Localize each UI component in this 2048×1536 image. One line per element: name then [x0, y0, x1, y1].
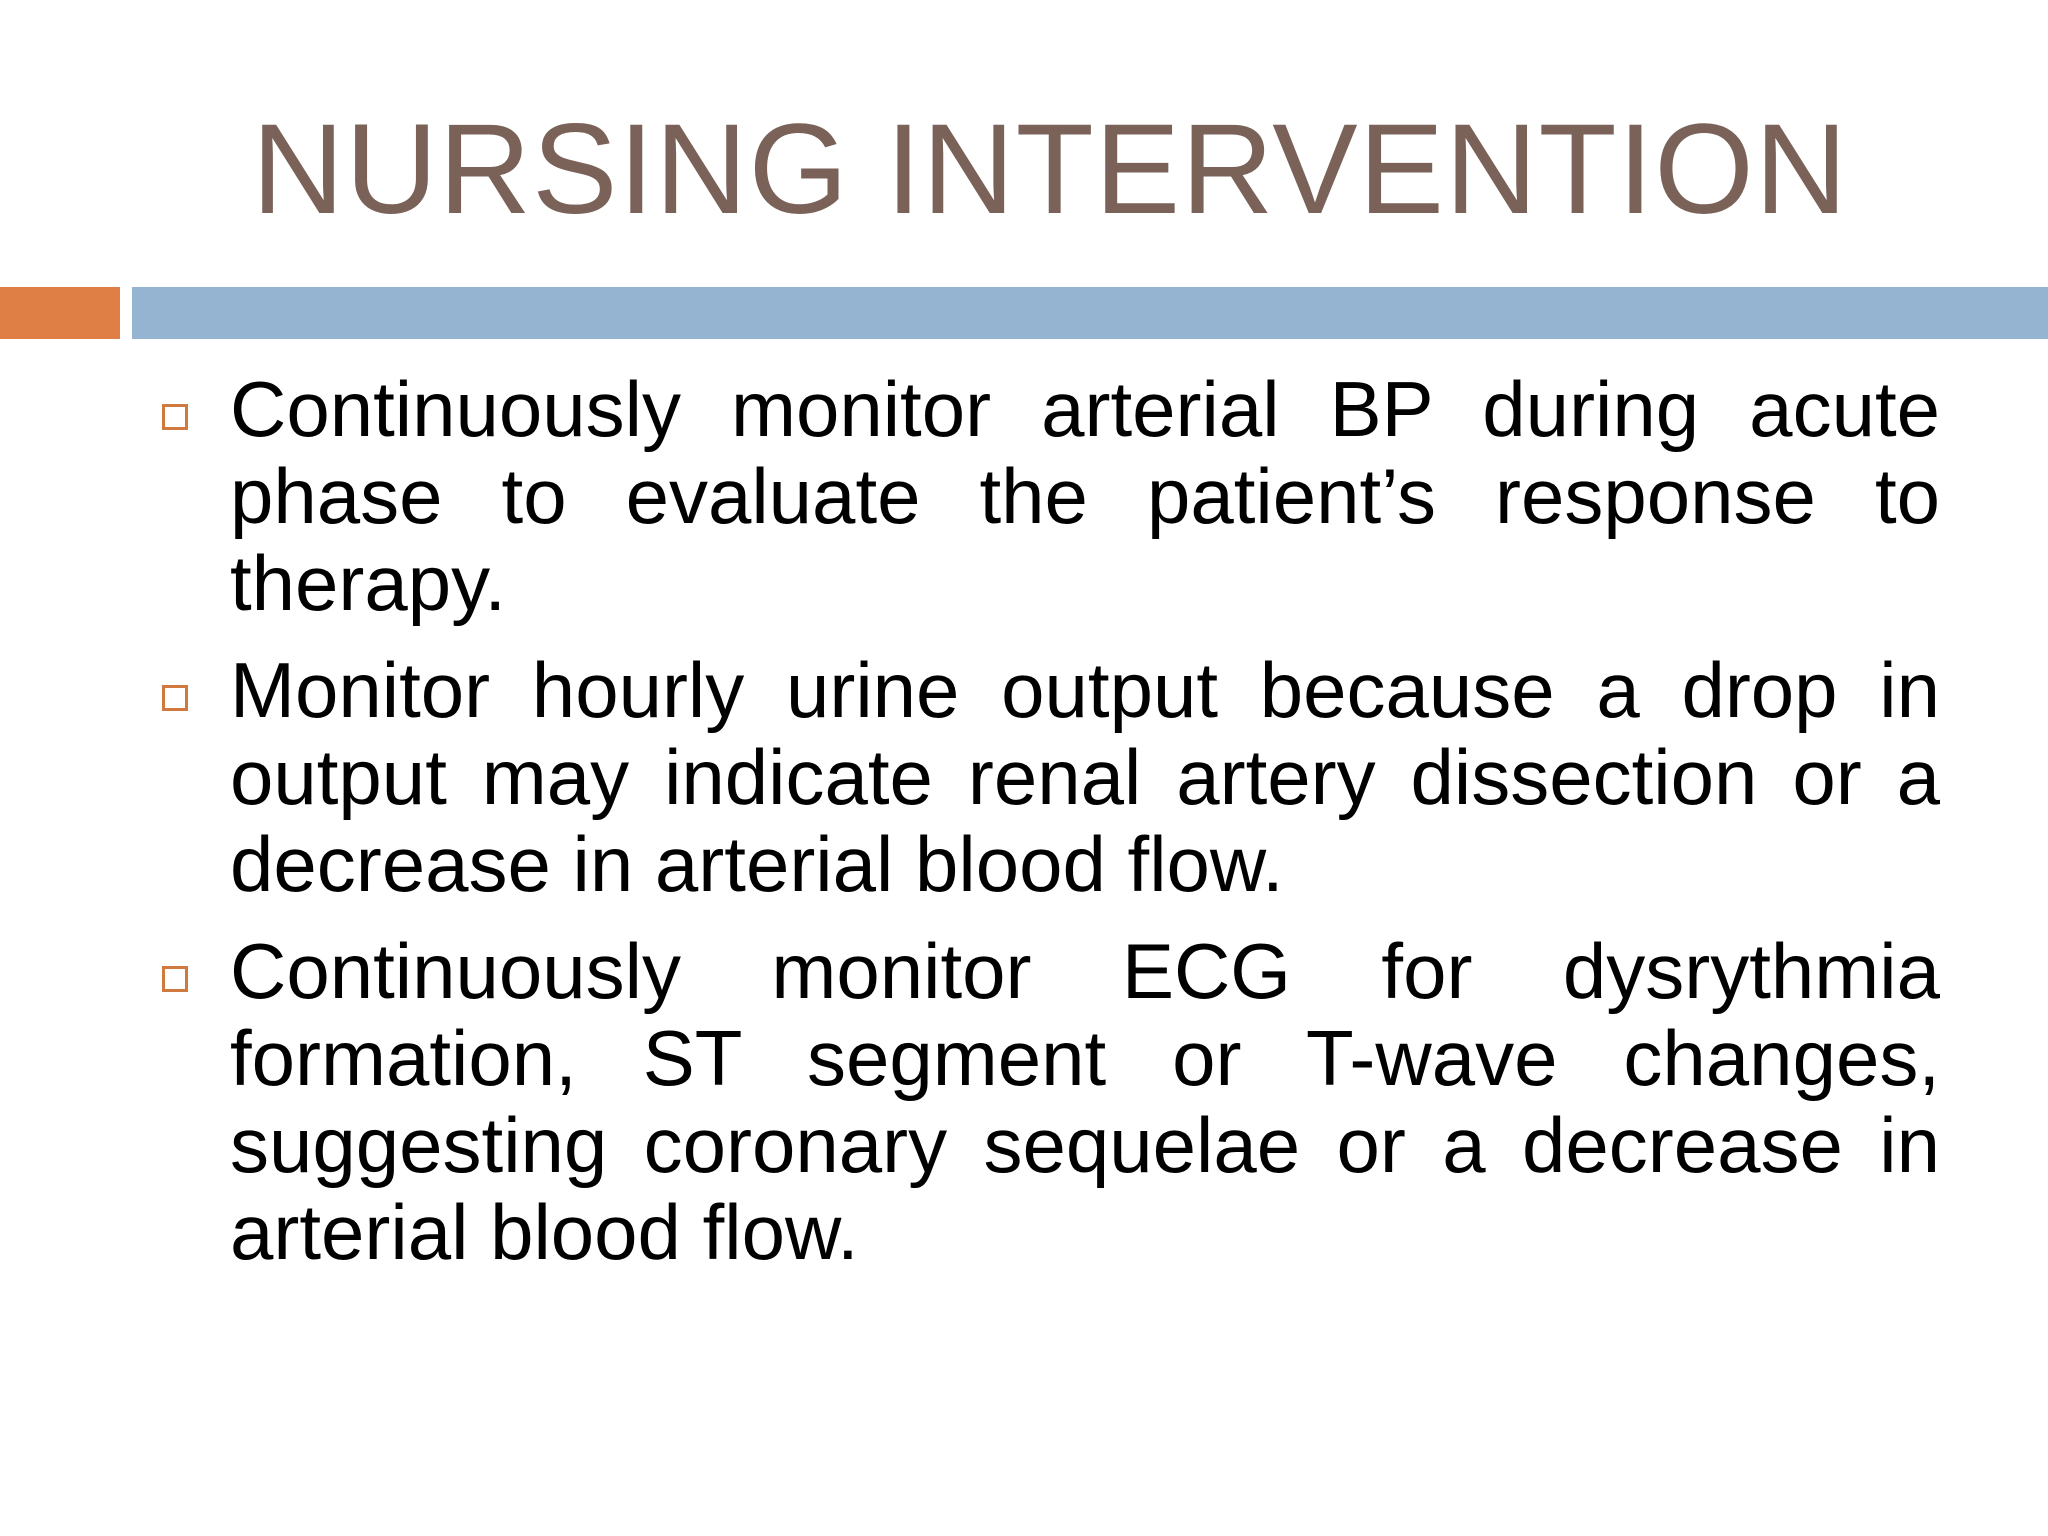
title-accent-bar [0, 287, 120, 339]
title-divider-bar [132, 287, 2048, 339]
bullet-text: Monitor hourly urine output because a drop in output may indicate renal artery dissection or a decrease in arterial blood flow. [230, 646, 1940, 908]
hollow-square-bullet-icon [162, 966, 188, 992]
bullet-item [160, 366, 1940, 627]
bullet-item [160, 647, 1940, 908]
hollow-square-bullet-icon [162, 685, 188, 711]
bullet-item [160, 928, 1940, 1276]
hollow-square-bullet-icon [162, 404, 188, 430]
bullet-text: Continuously monitor ECG for dysrythmia formation, ST segment or T-wave changes, suggesting coronary sequelae or a decrease in arterial blood flow. [230, 927, 1940, 1276]
bullet-list [160, 366, 1940, 1296]
slide-title: NURSING INTERVENTION [251, 98, 1849, 241]
bullet-text: Continuously monitor arterial BP during acute phase to evaluate the patient’s response to therapy. [230, 365, 1940, 627]
